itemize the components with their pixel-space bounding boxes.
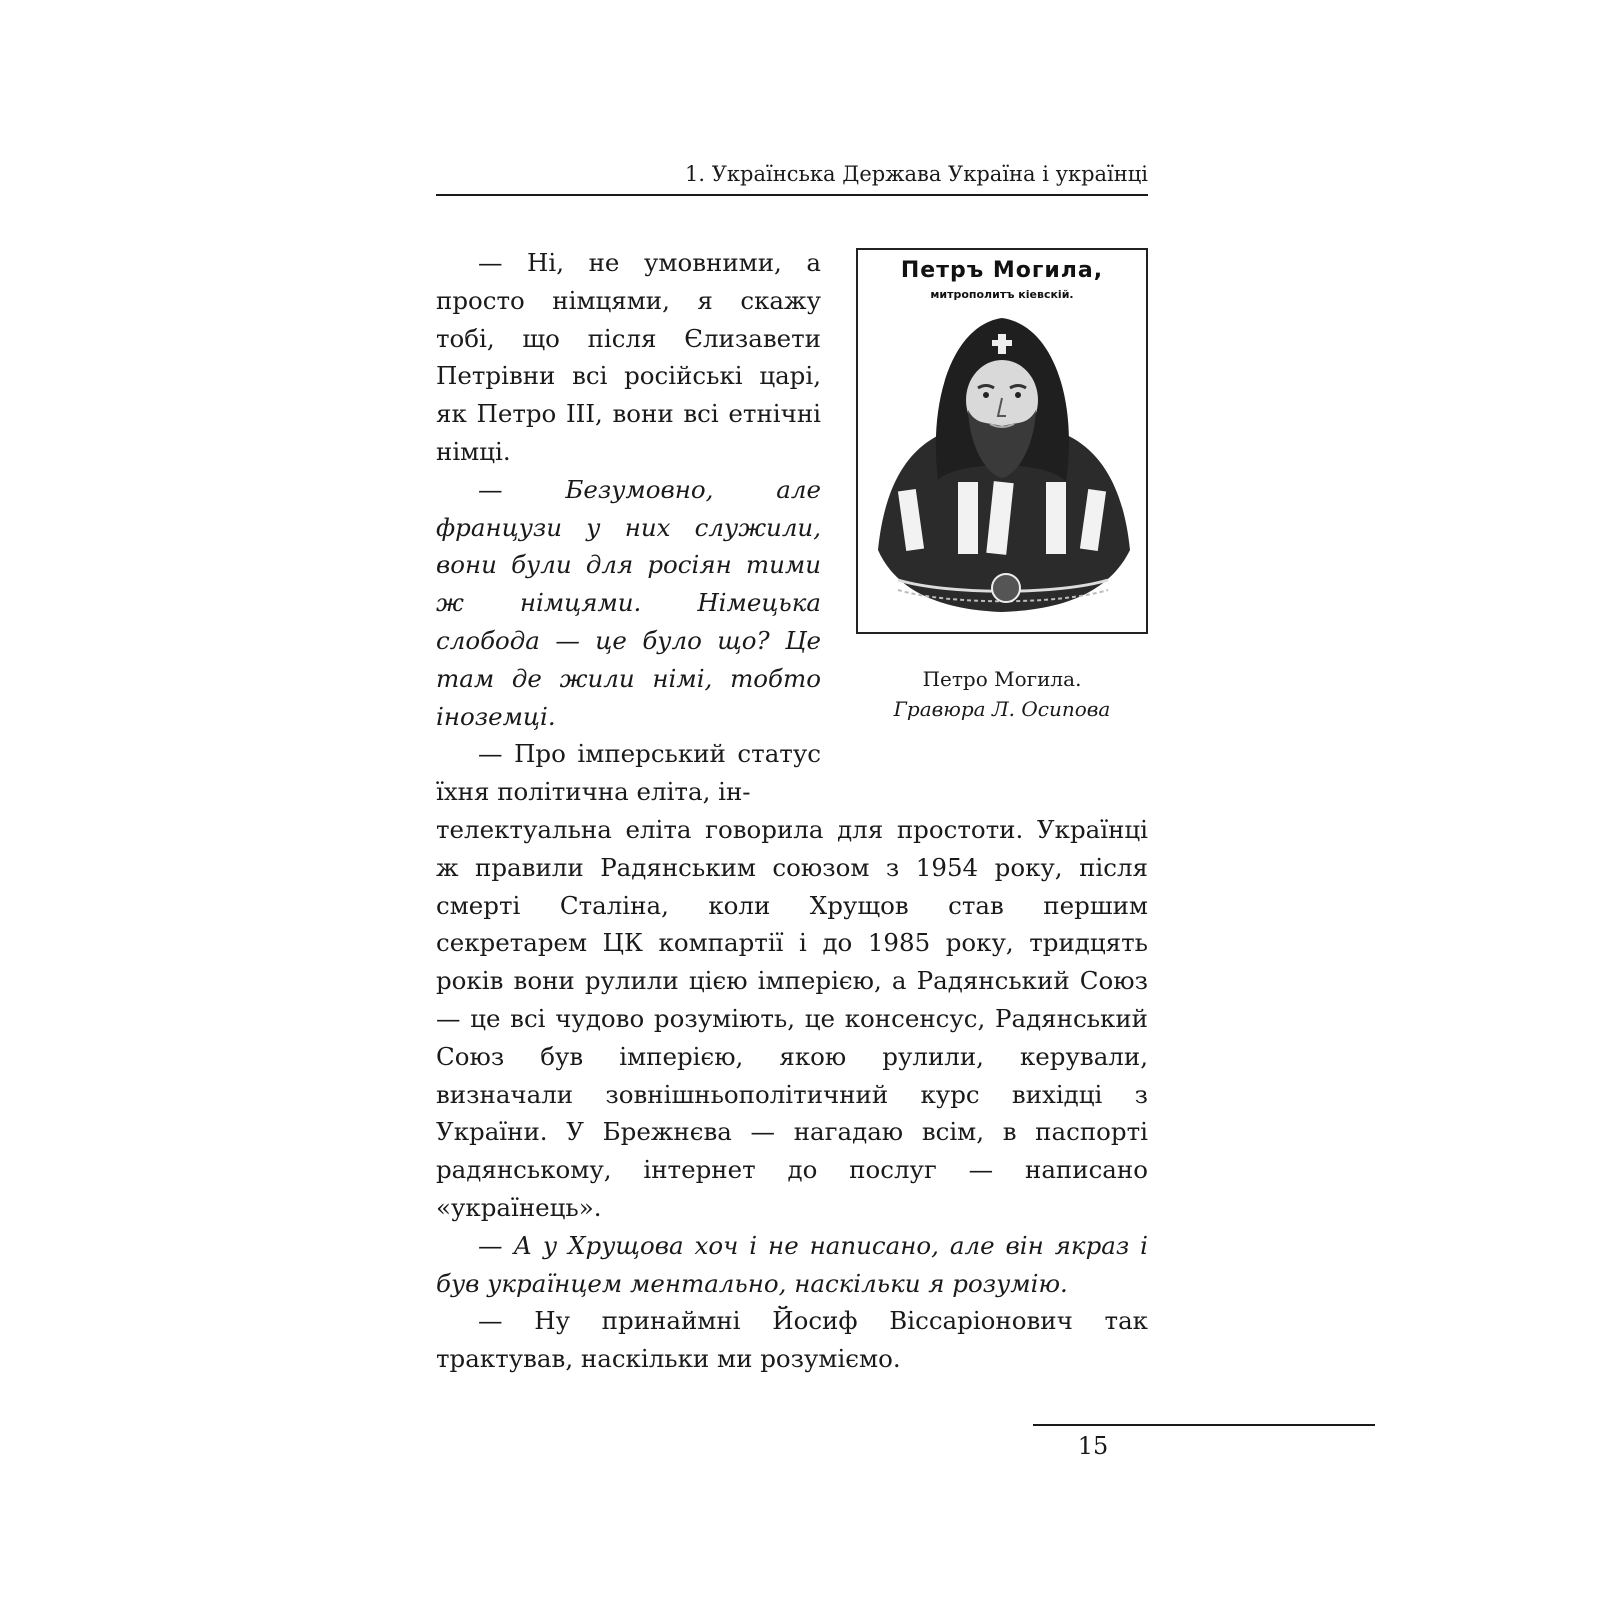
paragraph: телектуальна еліта говорила для простоти. Українці ж правили Радянським союзом з 1954 року, після смерті Сталіна, коли Хрущов став першим секретарем ЦК компартії і до 1985 року, тридцять років вони рулили цією імперією, а Радянський Союз — це всі чудово розуміють, це консенсус, Радянський Союз був імперією, якою рулили, керували, визначали зовнішньополітичний курс вихідці з України. У Брежнєва — нагадаю всім, в паспорті радянському, інтернет до послуг — написано «українець». <box>436 814 1148 1222</box>
paragraph: — Ні, не умовними, а просто німцями, я скажу тобі, що після Єлизавети Петрівни всі російські царі, як Петро III, вони всі етнічні німці. <box>436 248 821 466</box>
engraving-subtitle: митрополитъ кіевскій. <box>930 288 1074 301</box>
header-rule <box>436 194 1148 196</box>
engraving-title: Петръ Могила, <box>900 258 1104 283</box>
paragraph: — Безумовно, але французи у них служили, вони були для росіян тими ж німцями. Німецька слобода — це було що? Це там де жили німі, тобто іноземці. <box>436 474 821 731</box>
paragraph: — Ну принаймні Йосиф Віссаріонович так трактував, наскільки ми розуміємо. <box>436 1306 1148 1374</box>
page-number: 15 <box>1077 1432 1109 1460</box>
paragraph: — А у Хрущова хоч і не написано, але він якраз і був українцем ментально, наскільки я розумію. <box>436 1230 1148 1298</box>
paragraph: — Про імперський статус їхня політична еліта, ін- <box>436 739 821 807</box>
footer-rule <box>1033 1424 1375 1426</box>
running-head: 1. Українська Держава Україна і українці <box>685 162 1148 186</box>
caption-name: Петро Могила. <box>922 667 1082 691</box>
narrow-column <box>436 244 821 811</box>
caption-credit: Гравюра Л. Осипова <box>893 697 1111 721</box>
body-text <box>436 244 1148 1378</box>
wide-column <box>436 811 1148 1378</box>
